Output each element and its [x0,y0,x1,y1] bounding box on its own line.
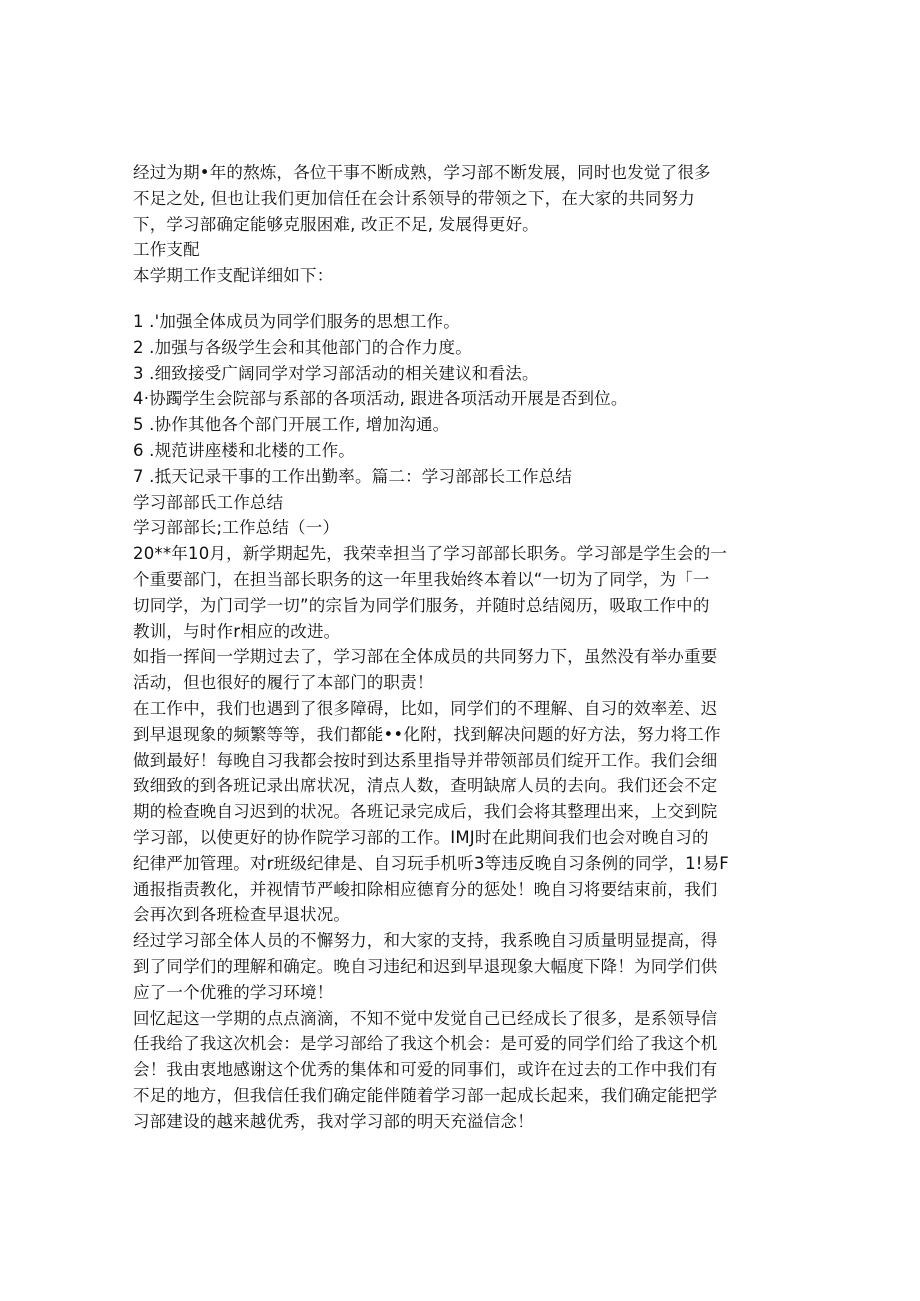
text-line: 致细致的到各班记录出席状况，清点人数，查明缺席人员的去向。我们还会不定 [133,776,718,796]
text-line: 教训，与时作r相应的改进。 [133,621,341,641]
text-line: 3 .细致接受广阔同学对学习部活动的相关建议和看法。 [133,363,539,383]
text-line: 做到最好！每晚自习我都会按时到达系里指导并带领部员们绽开工作。我们会细 [133,750,718,770]
text-line: 4·协躅学生会院部与系部的各项活动, 跟进各项活动开展是否到位。 [133,389,628,409]
text-line: 20**年10月，新学期起先，我荣幸担当了学习部部长职务。学习部是学生会的一 [133,544,728,564]
text-line: 5 .协作其他各个部门开展工作, 增加沟通。 [133,415,450,435]
text-line: 2 .加强与各级学生会和其他部门的合作力度。 [133,337,472,357]
text-line: 到了同学们的理解和确定。晚自习违纪和迟到早退现象大幅度下降！为同学们供 [133,956,718,976]
text-line: 学习部部氏工作总结 [133,492,284,512]
text-line: 学习部，以使更好的协作院学习部的工作。IMJ时在此期间我们也会对晚自习的 [133,827,709,847]
text-line: 任我给了我这次机会：是学习部给了我这个机会：是可爱的同学们给了我这个机 [133,1034,718,1054]
text-line: 应了一个优雅的学习环境！ [133,982,334,1002]
text-line: 习部建设的越来越优秀，我对学习部的明天充溢信念！ [133,1111,534,1131]
text-line: 通报指责教化，并视情节严峻扣除相应德育分的惩处！晚自习将要结束前，我们 [133,879,718,899]
text-line: 活动，但也很好的履行了本部门的职责！ [133,673,434,693]
text-line: 切同学，为门司学一切”的宗旨为同学们服务，并随时总结阅历，吸取工作中的 [133,595,710,615]
text-line: 下，学习部确定能够克服困难, 改正不足, 发展得更好。 [133,214,539,234]
document-body [133,160,793,1134]
text-line: 会！我由衷地感谢这个优秀的集体和可爱的同事们，或许在过去的工作中我们有 [133,1060,718,1080]
text-line: 纪律严加管理。对r班级纪律是、自习玩手机听3等违反晚自习条例的同学，1!易F [133,853,729,873]
text-line: 如指一挥间一学期过去了，学习部在全体成员的共同努力下，虽然没有举办重要 [133,647,718,667]
text-line: 不足之处, 但也让我们更加信任在会计系领导的带领之下，在大家的共同努力 [133,188,695,208]
text-line: 不足的地方，但我信任我们确定能伴随着学习部一起成长起来，我们确定能把学 [133,1085,718,1105]
text-line: 学习部部长;工作总结（一） [133,518,340,538]
text-line: 经过学习部全体人员的不懈努力，和大家的支持，我系晚自习质量明显提高，得 [133,931,718,951]
text-line: 1 .'加强全体成员为同学们服务的思想工作。 [133,311,460,331]
text-line: 到早退现象的频繁等等，我们都能••化附，找到解决问题的好方法，努力将工作 [133,724,721,744]
text-line: 经过为期•年的熬炼，各位干事不断成熟，学习部不断发展，同时也发觉了很多 [133,163,711,182]
text-line: 6 .规范讲座楼和北楼的工作。 [133,440,355,460]
text-line: 个重要部门，在担当部长职务的这一年里我始终本着以“一切为了同学，为「一 [133,569,710,589]
text-line: 期的检查晚自习迟到的状况。各班记录完成后，我们会将其整理出来，上交到院 [133,802,718,822]
text-line: 本学期工作支配详细如下： [133,266,334,286]
text-line: 回忆起这一学期的点点滴滴，不知不觉中发觉自己已经成长了很多，是系领导信 [133,1008,718,1028]
text-line: 在工作中，我们也遇到了很多障碍，比如，同学们的不理解、自习的效率差、迟 [133,698,718,718]
text-line: 7 .抵天记录干事的工作出勤率。篇二：学习部部长工作总结 [133,466,573,486]
text-line: 会再次到各班检查早退状况。 [133,905,351,925]
text-line: 工作支配 [133,240,200,260]
